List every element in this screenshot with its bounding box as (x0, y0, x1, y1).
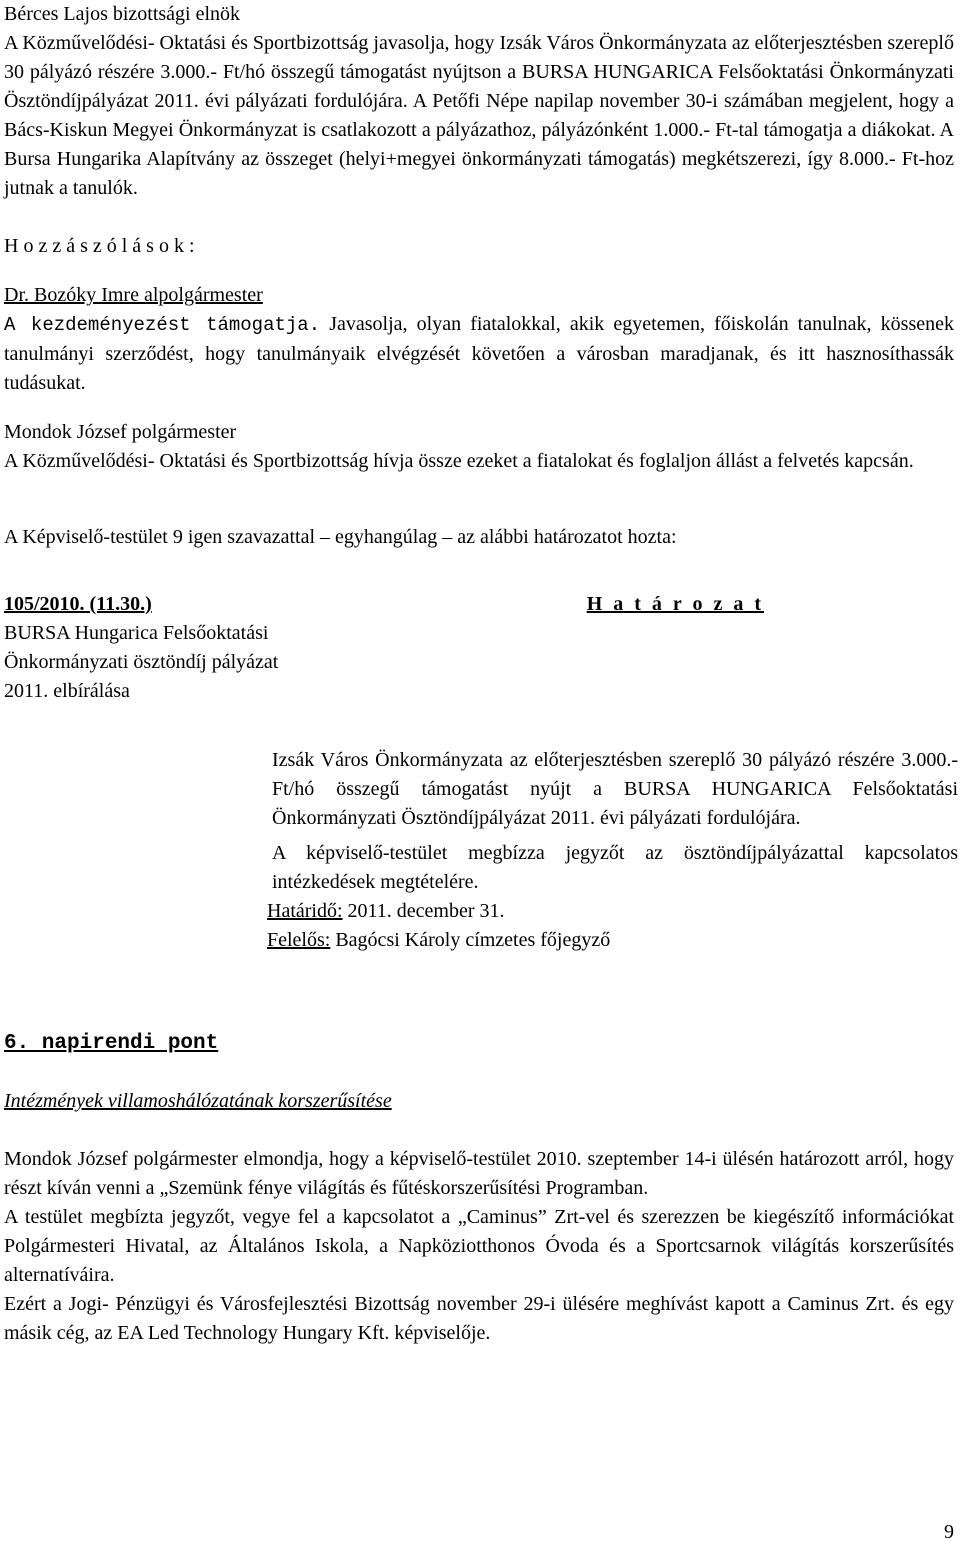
paragraph-bozoky-rest: Javasolja, olyan fiatalokkal, akik egyetemen, főiskolán tanulnak, kössenek tanulmányi szerződést, hogy tanulmányaik elvégzését követően a városban maradjanak, és itt hasznosíthassák tudásukat. (4, 313, 954, 394)
resolution-header (4, 590, 764, 619)
resolution-deadline (267, 897, 958, 926)
speaker-bozoky: Dr. Bozóky Imre alpolgármester (4, 284, 263, 306)
agenda-paragraph-3: Ezért a Jogi- Pénzügyi és Városfejlesztési Bizottság november 29-i ülésére meghívást kapott a Caminus Zrt. és egy másik cég, az EA Led Technology Hungary Kft. képviselője. (4, 1293, 954, 1344)
speaker-berces: Bérces Lajos bizottsági elnök (4, 3, 241, 25)
paragraph-bozoky-lead: A kezdeményezést támogatja. (4, 314, 321, 336)
deadline-value: 2011. december 31. (342, 900, 505, 922)
page-number: 9 (944, 1521, 954, 1543)
agenda-item-subtitle: Intézmények villamoshálózatának korszerűsítése (4, 1090, 392, 1112)
agenda-paragraph-1: Mondok József polgármester elmondja, hogy a képviselő-testület 2010. szeptember 14-i ülésén határozott arról, hogy részt kíván venni a „Szemünk fénye világítás és fűtéskorszerűsítési Programban. (4, 1148, 954, 1199)
responsible-value: Bagócsi Károly címzetes főjegyző (330, 929, 611, 951)
agenda-paragraph-2: A testület megbízta jegyzőt, vegye fel a kapcsolatot a „Caminus” Zrt-vel és szerezzen be kiegészítő információkat Polgármesteri Hivatal, az Általános Iskola, a Napköziotthonos Óvoda és a Sportcsarnok világítás korszerűsítés alternatíváira. (4, 1206, 954, 1286)
resolution-subject-line3: 2011. elbírálása (4, 680, 130, 702)
deadline-label: Határidő: (267, 900, 343, 922)
resolution-title: H a t á r o z a t (586, 593, 764, 615)
comments-heading: H o z z á s z ó l á s o k : (4, 235, 195, 257)
resolution-number: 105/2010. (11.30.) (4, 593, 152, 615)
resolution-decision-1: Izsák Város Önkormányzata az előterjesztésben szereplő 30 pályázó részére 3.000.- Ft/hó összegű támogatást nyújt a BURSA HUNGARICA Felsőoktatási Önkormányzati Ösztöndíjpályázat 2011. évi pályázati fordulójára. (272, 749, 958, 829)
resolution-subject-line2: Önkormányzati ösztöndíj pályázat (4, 651, 279, 673)
resolution-decision-2: A képviselő-testület megbízza jegyzőt az ösztöndíjpályázattal kapcsolatos intézkedések megtételére. (272, 842, 958, 893)
responsible-label: Felelős: (267, 929, 331, 951)
vote-statement: A Képviselő-testület 9 igen szavazattal – egyhangúlag – az alábbi határozatot hozta: (4, 526, 677, 548)
paragraph-mondok: A Közművelődési- Oktatási és Sportbizottság hívja össze ezeket a fiatalokat és foglaljon állást a felvetés kapcsán. (4, 450, 914, 472)
resolution-body (267, 746, 958, 955)
speaker-mondok: Mondok József polgármester (4, 421, 237, 443)
resolution-responsible (267, 926, 958, 955)
paragraph-bizottsag-javaslat: A Közművelődési- Oktatási és Sportbizottság javasolja, hogy Izsák Város Önkormányzata az előterjesztésben szereplő 30 pályázó részére 3.000.- Ft/hó összegű támogatást nyújtson a BURSA HUNGARICA Felsőoktatási Önkormányzati Ösztöndíjpályázat 2011. évi pályázati fordulójára. A Petőfi Népe napilap november 30-i számában megjelent, hogy a Bács-Kiskun Megyei Önkormányzat is csatlakozott a pályázathoz, pályázónként 1.000.- Ft-tal támogatja a diákokat. A Bursa Hungarika Alapítvány az összeget (helyi+megyei önkormányzati támogatás) megkétszerezi, így 8.000.- Ft-hoz jutnak a tanulók. (4, 32, 954, 199)
resolution-subject-line1: BURSA Hungarica Felsőoktatási (4, 622, 269, 644)
agenda-item-title: 6. napirendi pont (4, 1032, 219, 1055)
paragraph-bozoky (4, 310, 954, 398)
